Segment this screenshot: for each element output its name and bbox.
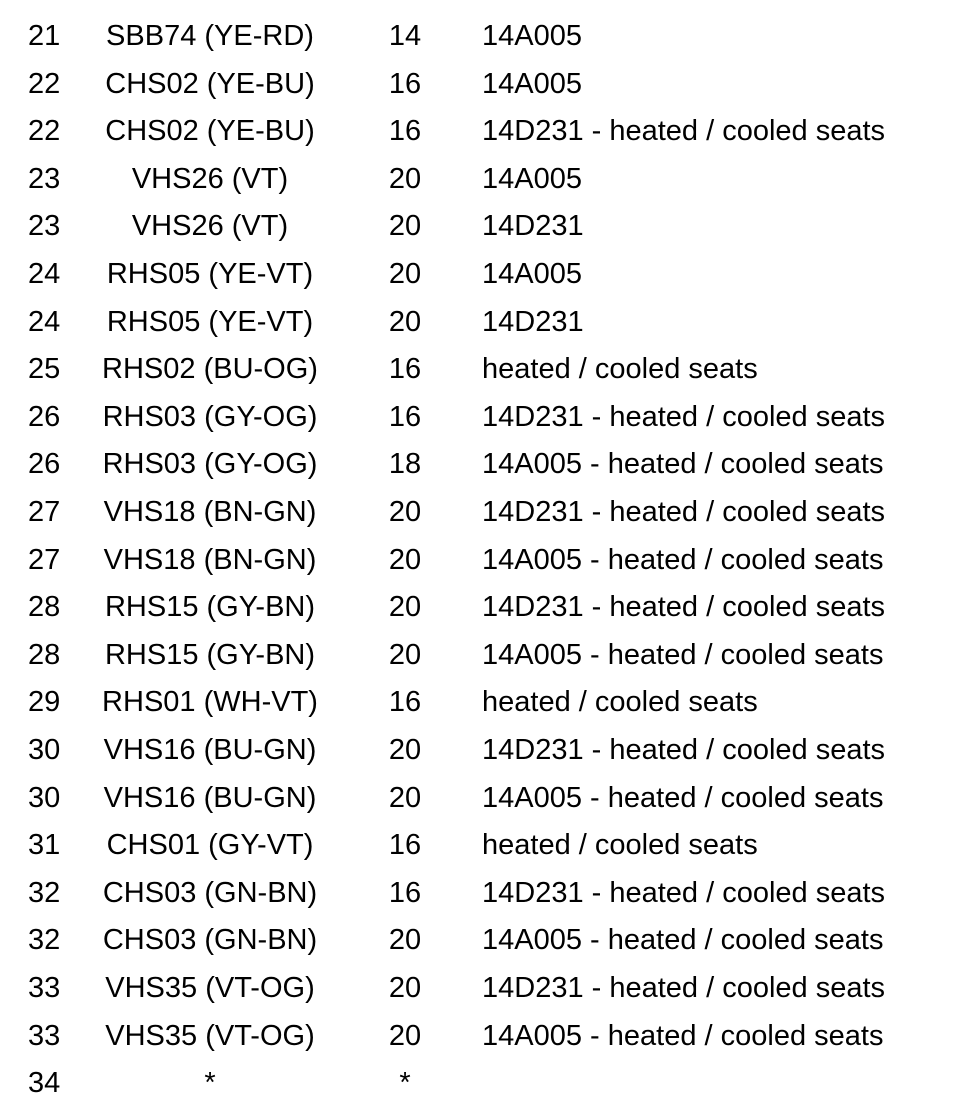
table-row — [0, 488, 960, 536]
notes-cell: 14D231 - heated / cooled seats — [482, 400, 886, 433]
circuit-cell: RHS05 (YE-VT) — [106, 258, 314, 290]
wire-gauge-cell: 20 — [388, 591, 422, 624]
table-row — [0, 298, 960, 346]
pin-number-cell: 28 — [28, 638, 61, 671]
table-row — [0, 393, 960, 441]
wire-gauge-cell: 16 — [388, 686, 422, 719]
notes-cell: 14A005 - heated / cooled seats — [482, 543, 884, 576]
pin-number-cell: 30 — [28, 781, 61, 814]
pin-number-cell: 28 — [28, 591, 61, 624]
pin-number-cell: 25 — [28, 353, 61, 386]
circuit-cell: CHS03 (GN-BN) — [102, 876, 318, 909]
notes-cell: 14D231 - heated / cooled seats — [482, 972, 886, 1004]
wire-gauge-cell: 20 — [388, 638, 422, 671]
notes-cell: 14A005 — [482, 258, 582, 290]
pin-number-cell: 26 — [28, 400, 61, 433]
table-row — [0, 107, 960, 155]
circuit-cell: RHS15 (GY-BN) — [104, 638, 316, 671]
pin-number-cell: 33 — [28, 972, 61, 1004]
notes-cell: 14A005 — [482, 162, 582, 195]
table-row — [0, 916, 960, 964]
circuit-cell: RHS01 (WH-VT) — [102, 686, 318, 719]
notes-cell: 14A005 - heated / cooled seats — [482, 924, 884, 957]
table-row — [0, 1012, 960, 1060]
table-row — [0, 440, 960, 488]
wire-gauge-cell: 20 — [388, 210, 422, 243]
wire-gauge-cell: 20 — [388, 258, 422, 290]
circuit-cell: RHS05 (YE-VT) — [106, 305, 314, 338]
circuit-cell: CHS03 (GN-BN) — [102, 924, 318, 957]
notes-cell: 14A005 — [482, 67, 582, 100]
table-row — [0, 631, 960, 679]
wire-gauge-cell: 16 — [388, 400, 422, 433]
pin-number-cell: 32 — [28, 876, 61, 909]
notes-cell: 14A005 - heated / cooled seats — [482, 638, 884, 671]
wire-gauge-cell: 16 — [388, 353, 422, 386]
notes-cell: 14D231 - heated / cooled seats — [482, 734, 886, 766]
notes-cell: heated / cooled seats — [482, 686, 758, 719]
table-row — [0, 60, 960, 108]
pin-number-cell: 22 — [28, 115, 61, 148]
table-row — [0, 821, 960, 869]
wire-gauge-cell: 20 — [388, 1019, 422, 1052]
pin-number-cell: 31 — [28, 829, 61, 862]
circuit-cell: VHS35 (VT-OG) — [105, 1019, 315, 1052]
pin-number-cell: 30 — [28, 734, 61, 766]
table-row — [0, 964, 960, 1012]
circuit-cell: * — [204, 1067, 216, 1100]
circuit-cell: SBB74 (YE-RD) — [106, 20, 314, 52]
notes-cell: heated / cooled seats — [482, 353, 758, 386]
wire-gauge-cell: * — [399, 1067, 411, 1100]
table-row — [0, 536, 960, 584]
table-row — [0, 869, 960, 917]
table-row — [0, 583, 960, 631]
wire-gauge-cell: 20 — [388, 496, 422, 528]
wire-gauge-cell: 14 — [388, 20, 422, 52]
circuit-cell: VHS26 (VT) — [131, 162, 289, 195]
table-row — [0, 202, 960, 250]
notes-cell: 14A005 — [482, 20, 582, 52]
pin-number-cell: 32 — [28, 924, 61, 957]
notes-cell: 14D231 - heated / cooled seats — [482, 115, 886, 148]
wire-gauge-cell: 18 — [388, 448, 422, 481]
pin-number-cell: 22 — [28, 67, 61, 100]
wire-gauge-cell: 20 — [388, 924, 422, 957]
circuit-cell: VHS16 (BU-GN) — [103, 781, 317, 814]
wire-gauge-cell: 16 — [388, 829, 422, 862]
pin-number-cell: 26 — [28, 448, 61, 481]
circuit-cell: RHS03 (GY-OG) — [102, 400, 318, 433]
notes-cell: 14D231 - heated / cooled seats — [482, 591, 886, 624]
circuit-cell: VHS35 (VT-OG) — [105, 972, 315, 1004]
wire-gauge-cell: 16 — [388, 876, 422, 909]
wire-gauge-cell: 20 — [388, 734, 422, 766]
wire-gauge-cell: 16 — [388, 115, 422, 148]
notes-cell: 14D231 — [482, 305, 584, 338]
table-row — [0, 155, 960, 203]
table-row — [0, 1059, 960, 1107]
table-row — [0, 678, 960, 726]
wire-gauge-cell: 20 — [388, 781, 422, 814]
wire-gauge-cell: 20 — [388, 162, 422, 195]
circuit-cell: RHS03 (GY-OG) — [102, 448, 318, 481]
table-row — [0, 345, 960, 393]
table-row — [0, 774, 960, 822]
wire-gauge-cell: 16 — [388, 67, 422, 100]
circuit-cell: VHS16 (BU-GN) — [103, 734, 317, 766]
table-row — [0, 12, 960, 60]
notes-cell: 14D231 - heated / cooled seats — [482, 876, 886, 909]
circuit-cell: VHS26 (VT) — [131, 210, 289, 243]
pin-number-cell: 33 — [28, 1019, 61, 1052]
wire-gauge-cell: 20 — [388, 543, 422, 576]
pin-number-cell: 27 — [28, 496, 61, 528]
pin-number-cell: 23 — [28, 210, 61, 243]
notes-cell: 14A005 - heated / cooled seats — [482, 1019, 884, 1052]
wire-gauge-cell: 20 — [388, 972, 422, 1004]
circuit-cell: VHS18 (BN-GN) — [103, 543, 317, 576]
notes-cell: 14A005 - heated / cooled seats — [482, 448, 884, 481]
circuit-cell: RHS02 (BU-OG) — [102, 353, 318, 386]
circuit-cell: CHS02 (YE-BU) — [105, 115, 315, 148]
pin-number-cell: 24 — [28, 305, 61, 338]
pin-number-cell: 21 — [28, 20, 61, 52]
circuit-cell: CHS02 (YE-BU) — [105, 67, 315, 100]
notes-cell: 14D231 — [482, 210, 584, 243]
circuit-cell: RHS15 (GY-BN) — [104, 591, 316, 624]
pin-number-cell: 34 — [28, 1067, 61, 1100]
pin-number-cell: 27 — [28, 543, 61, 576]
table-row — [0, 250, 960, 298]
circuit-cell: CHS01 (GY-VT) — [106, 829, 314, 862]
pin-number-cell: 24 — [28, 258, 61, 290]
pin-number-cell: 23 — [28, 162, 61, 195]
notes-cell: 14D231 - heated / cooled seats — [482, 496, 886, 528]
table-row — [0, 726, 960, 774]
circuit-cell: VHS18 (BN-GN) — [103, 496, 317, 528]
notes-cell: heated / cooled seats — [482, 829, 758, 862]
wire-gauge-cell: 20 — [388, 305, 422, 338]
pin-number-cell: 29 — [28, 686, 61, 719]
notes-cell: 14A005 - heated / cooled seats — [482, 781, 884, 814]
